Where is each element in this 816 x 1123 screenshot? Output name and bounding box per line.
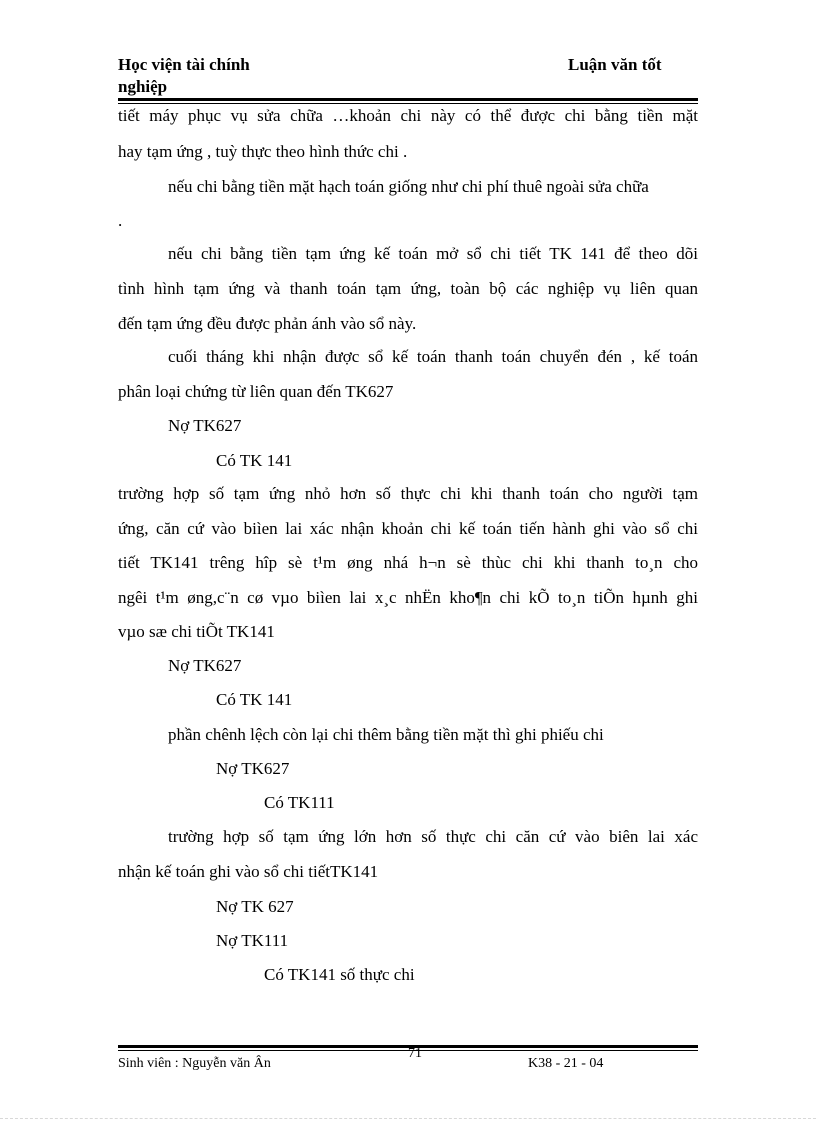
body-line: nhận kế toán ghi vào sổ chi tiếtTK141 <box>118 862 379 881</box>
body-line: phân loại chứng từ liên quan đến TK627 <box>118 382 394 401</box>
body-line: nếu chi bằng tiền tạm ứng kế toán mở sổ chi tiết TK 141 để theo dõi <box>168 244 698 263</box>
header-rule-thick <box>118 98 698 101</box>
header-rule-thin <box>118 103 698 104</box>
body-line: tình hình tạm ứng và thanh toán tạm ứng, toàn bộ các nghiệp vụ liên quan <box>118 279 698 298</box>
body-line: cuối tháng khi nhận được sổ kế toán thanh toán chuyển đén , kế toán <box>168 347 698 366</box>
journal-credit: Có TK 141 <box>216 451 293 470</box>
header-institution-line2: nghiệp <box>118 77 168 96</box>
body-line-garbled: vµo sæ chi tiÕt TK141 <box>118 622 275 641</box>
journal-credit: Có TK141 số thực chi <box>264 965 415 984</box>
page-edge-divider <box>0 1118 816 1119</box>
body-line: trường hợp số tạm ứng nhỏ hơn số thực chi khi thanh toán cho người tạm <box>118 484 698 503</box>
header-institution-line1: Học viện tài chính <box>118 55 250 74</box>
body-line: trường hợp số tạm ứng lớn hơn số thực chi căn cứ vào biên lai xác <box>168 827 698 846</box>
body-line: phần chênh lệch còn lại chi thêm bằng tiền mặt thì ghi phiếu chi <box>168 725 604 744</box>
body-line-garbled: tiết TK141 trêng hîp sè t¹m øng nhá h¬n sè thùc chi khi thanh to¸n cho <box>118 553 698 572</box>
footer-student: Sinh viên : Nguyễn văn Ân <box>118 1056 271 1071</box>
journal-credit: Có TK111 <box>264 793 335 812</box>
body-line: tiết máy phục vụ sửa chữa …khoản chi này có thể được chi bằng tiền mặt <box>118 106 698 125</box>
journal-debit: Nợ TK 627 <box>216 897 294 916</box>
body-line: nếu chi bằng tiền mặt hạch toán giống như chi phí thuê ngoài sửa chữa <box>168 177 649 196</box>
header-institution <box>118 54 250 98</box>
journal-debit: Nợ TK627 <box>168 656 242 675</box>
journal-debit: Nợ TK627 <box>216 759 290 778</box>
body-line-garbled: ngêi t¹m øng,c¨n cø vµo biìen lai x¸c nhËn kho¶n chi kÕ to¸n tiÕn hµnh ghi <box>118 588 698 607</box>
header-document-type: Luận văn tốt <box>568 55 662 74</box>
body-line: đến tạm ứng đều được phản ánh vào sổ này. <box>118 314 417 333</box>
body-line: hay tạm ứng , tuỳ thực theo hình thức chi . <box>118 142 408 161</box>
body-line: . <box>118 211 123 230</box>
journal-credit: Có TK 141 <box>216 690 293 709</box>
footer-class-code: K38 - 21 - 04 <box>528 1056 604 1071</box>
body-line: ứng, căn cứ vào biìen lai xác nhận khoản chi kế toán tiến hành ghi vào sổ chi <box>118 519 698 538</box>
page-number: 71 <box>408 1046 422 1061</box>
journal-debit: Nợ TK111 <box>216 931 289 950</box>
journal-debit: Nợ TK627 <box>168 416 242 435</box>
